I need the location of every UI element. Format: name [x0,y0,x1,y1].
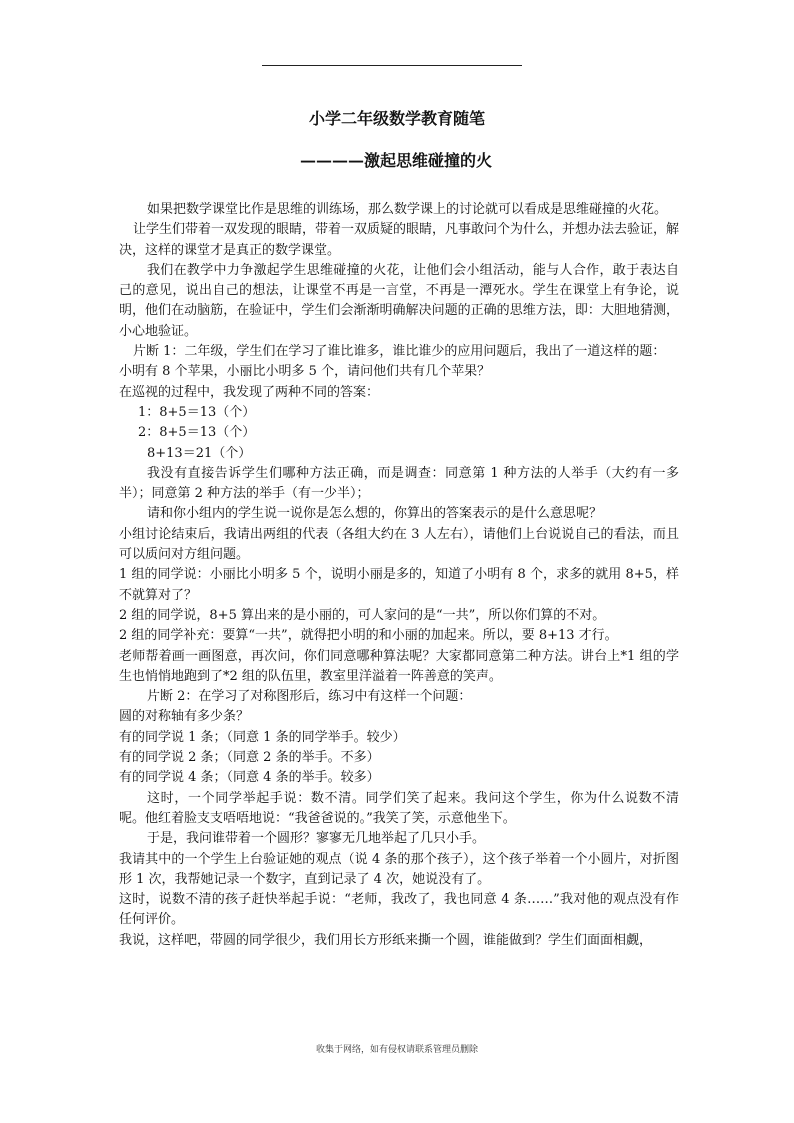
paragraph: 小明有 8 个苹果，小丽比小明多 5 个，请问他们共有几个苹果？ [119,364,491,380]
paragraph: 1 组的同学说：小丽比小明多 5 个，说明小丽是多的，知道了小明有 8 个，求多的就用 8+5，样不就算对了？ [119,567,679,603]
paragraph: 我没有直接告诉学生们哪种方法正确，而是调查：同意第 1 种方法的人举手（大约有一多半）；同意第 2 种方法的举手（有一少半）； [119,465,679,502]
paragraph: 老师帮着画一画图意，再次问，你们同意哪种算法呢？大家都同意第二种方法。讲台上*1 组的学生也悄悄地跑到了*2 组的队伍里，教室里洋溢着一阵善意的笑声。 [119,648,679,684]
page-footer: 收集于网络，如有侵权请联系管理员删除 [315,1045,478,1055]
paragraph: 我说，这样吧，带圆的同学很少，我们用长方形纸来撕一个圆，谁能做到？学生们面面相觑， [119,932,653,948]
paragraph: 2：8+5＝13（个） [138,425,256,441]
paragraph: 1：8+5＝13（个） [138,404,256,420]
paragraph: 片断 1：二年级，学生们在学习了谁比谁多，谁比谁少的应用问题后，我出了一道这样的题： [133,344,666,360]
document-body [119,200,679,951]
paragraph: 片断 2：在学习了对称图形后，练习中有这样一个问题： [147,689,472,705]
paragraph: 2 组的同学补充：要算“一共”，就得把小明的和小丽的加起来。所以，要 8+13 才行。 [119,628,618,644]
paragraph: 有的同学说 4 条；（同意 4 条的举手。较多） [119,770,380,786]
paragraph: 有的同学说 2 条；（同意 2 条的举手。不多） [119,750,380,766]
paragraph: 8+13＝21（个） [147,445,252,461]
header-rule [262,65,522,66]
paragraph: 2 组的同学说，8+5 算出来的是小丽的，可人家问的是“一共”，所以你们算的不对。 [119,607,606,623]
paragraph: 圆的对称轴有多少条？ [119,709,250,725]
paragraph: 于是，我问谁带着一个圆形？寥寥无几地举起了几只小手。 [147,831,486,847]
paragraph: 在巡视的过程中，我发现了两种不同的答案： [119,384,380,400]
paragraph: 有的同学说 1 条；（同意 1 条的同学举手。较少） [119,729,406,745]
paragraph: 让学生们带着一双发现的眼睛，带着一双质疑的眼睛，凡事敢问个为什么，并想办法去验证，解决，这样的课堂才是真正的数学课堂。 [119,222,680,258]
paragraph: 我们在教学中力争激起学生思维碰撞的火花，让他们会小组活动，能与人合作，敢于表达自己的意见，说出自己的想法，让课堂不再是一言堂，不再是一潭死水。学生在课堂上有争论，说明，他们在动脑筋，在验证中，学生们会渐渐明确解决问题的正确的思维方法，即：大胆地猜测，小心地验证。 [119,262,679,339]
paragraph: 小组讨论结束后，我请出两组的代表（各组大约在 3 人左右），请他们上台说说自己的看法，而且可以质问对方组问题。 [119,526,679,563]
paragraph: 这时，说数不清的孩子赶快举起手说：“老师，我改了，我也同意 4 条……”我对他的观点没有作任何评价。 [119,892,679,928]
paragraph: 这时，一个同学举起手说：数不清。同学们笑了起来。我问这个学生，你为什么说数不清呢。他红着脸支支唔唔地说：“我爸爸说的。”我笑了笑，示意他坐下。 [119,790,679,826]
paragraph: 请和你小组内的学生说一说你是怎么想的，你算出的答案表示的是什么意思呢？ [147,506,603,522]
page-subtitle: ————激起思维碰撞的火 [300,151,493,170]
page-title: 小学二年级数学教育随笔 [308,109,485,128]
paragraph: 我请其中的一个学生上台验证她的观点（说 4 条的那个孩子），这个孩子举着一个小圆片，对折图形 1 次，我帮她记录一个数字，直到记录了 4 次，她说没有了。 [119,851,679,887]
paragraph: 如果把数学课堂比作是思维的训练场，那么数学课上的讨论就可以看成是思维碰撞的火花。 [147,202,668,217]
